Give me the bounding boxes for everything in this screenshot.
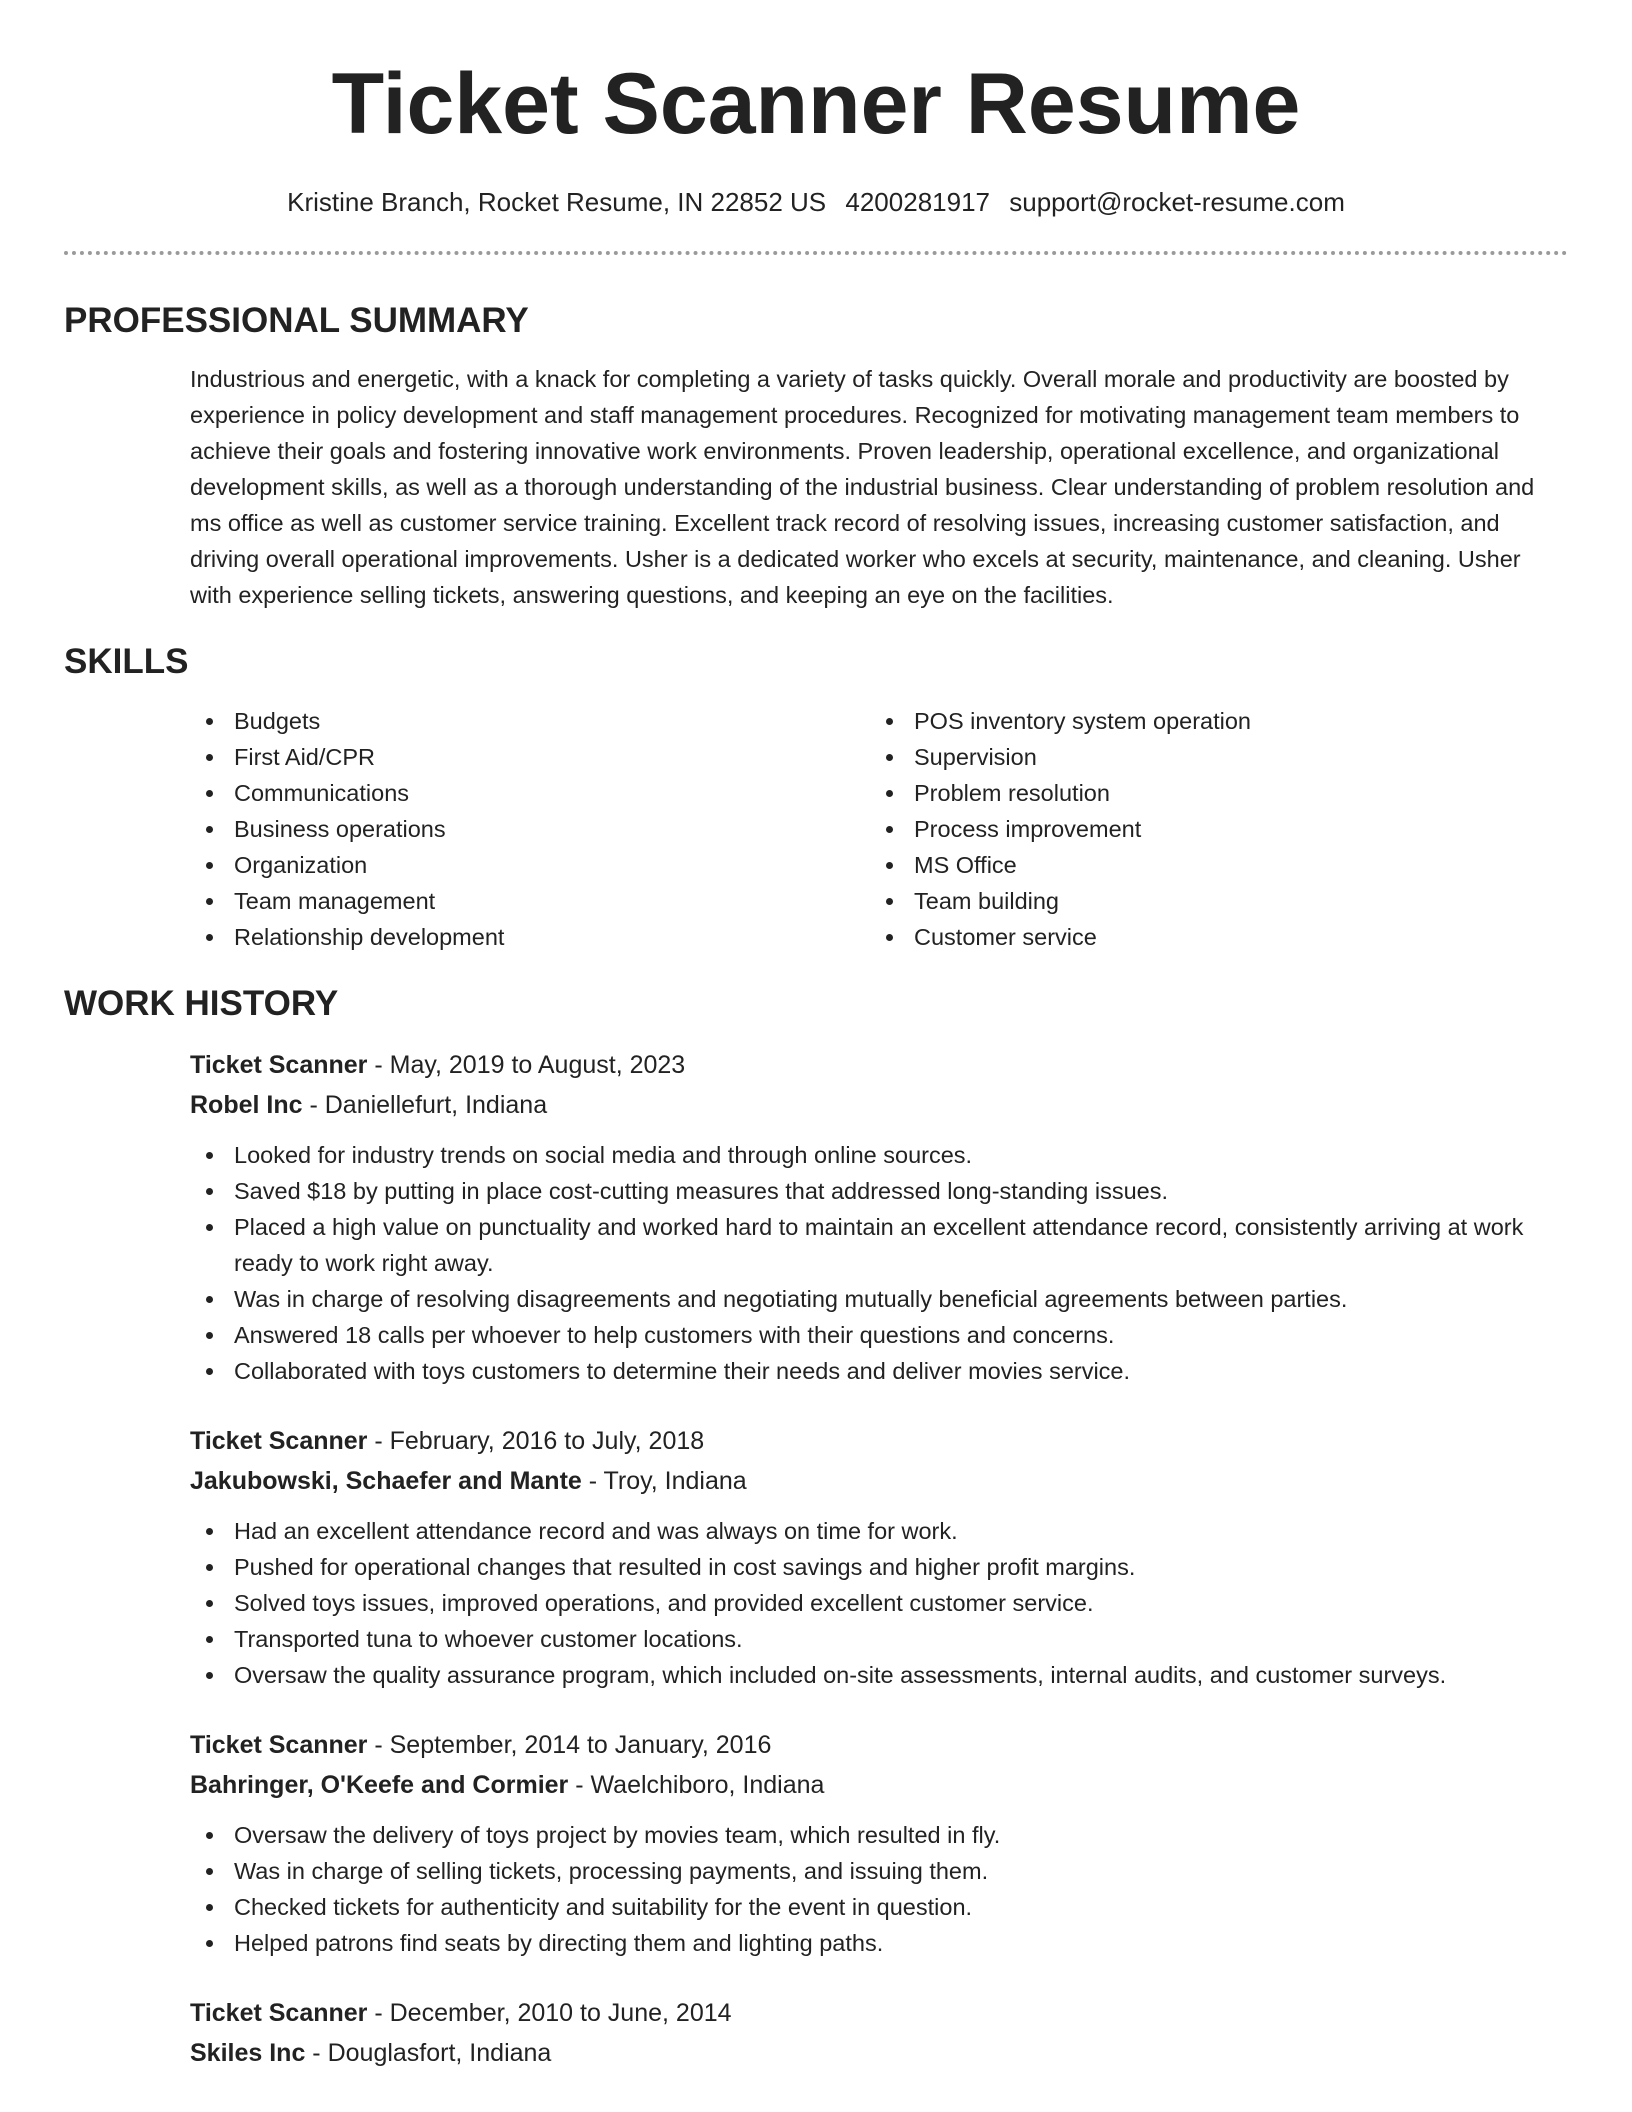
- job-title: Ticket Scanner: [190, 1051, 368, 1079]
- skill-item: MS Office: [870, 847, 1550, 883]
- work-history-heading: WORK HISTORY: [64, 984, 339, 1023]
- skill-item: First Aid/CPR: [190, 739, 870, 775]
- job-duty: Saved $18 by putting in place cost-cutting measures that addressed long-standing issues.: [190, 1173, 1568, 1209]
- job-company-line: [190, 1765, 1568, 1805]
- contact-phone: 4200281917: [845, 187, 990, 217]
- job-location: - Waelchiboro, Indiana: [568, 1771, 825, 1799]
- skills-section: [190, 703, 1568, 955]
- job-duty: Was in charge of resolving disagreements and negotiating mutually beneficial agreements between parties.: [190, 1281, 1568, 1317]
- job-company: Bahringer, O'Keefe and Cormier: [190, 1771, 569, 1799]
- job-duties: [190, 1817, 1568, 1961]
- job-entry: [190, 1993, 1568, 2073]
- job-company: Robel Inc: [190, 1091, 303, 1119]
- job-company-line: [190, 1085, 1568, 1125]
- job-duties: [190, 1137, 1568, 1389]
- job-entry: [190, 1421, 1568, 1693]
- job-title: Ticket Scanner: [190, 1427, 368, 1455]
- job-location: - Troy, Indiana: [581, 1467, 747, 1495]
- skill-item: Team management: [190, 883, 870, 919]
- job-title-line: [190, 1045, 1568, 1085]
- skill-item: Communications: [190, 775, 870, 811]
- skill-item: Customer service: [870, 919, 1550, 955]
- summary-heading: PROFESSIONAL SUMMARY: [64, 301, 529, 340]
- job-duty: Checked tickets for authenticity and suitability for the event in question.: [190, 1889, 1568, 1925]
- job-dates: - February, 2016 to July, 2018: [367, 1427, 705, 1455]
- job-duty: Oversaw the quality assurance program, which included on-site assessments, internal audits, and customer surveys.: [190, 1657, 1568, 1693]
- skill-item: Team building: [870, 883, 1550, 919]
- contact-line: [64, 186, 1568, 218]
- skill-item: Organization: [190, 847, 870, 883]
- job-company-line: [190, 2033, 1568, 2073]
- job-duties: [190, 1513, 1568, 1693]
- summary-text: Industrious and energetic, with a knack for completing a variety of tasks quickly. Overall morale and productivity are boosted by experience in policy development and staff management procedures. Recognized for motivating management team members to achieve their goals and fostering innovative work environments. Proven leadership, operational excellence, and organizational development skills, as well as a thorough understanding of the industrial business. Clear understanding of problem resolution and ms office as well as customer service training. Excellent track record of resolving issues, increasing customer satisfaction, and driving overall operational improvements. Usher is a dedicated worker who excels at security, maintenance, and cleaning. Usher with experience selling tickets, answering questions, and keeping an eye on the facilities.: [190, 366, 1535, 608]
- job-dates: - May, 2019 to August, 2023: [367, 1051, 686, 1079]
- summary-section: [190, 361, 1568, 613]
- job-duty: Solved toys issues, improved operations, and provided excellent customer service.: [190, 1585, 1568, 1621]
- skills-list-right: [870, 703, 1550, 955]
- job-duty: Collaborated with toys customers to determine their needs and deliver movies service.: [190, 1353, 1568, 1389]
- job-dates: - December, 2010 to June, 2014: [367, 1999, 732, 2027]
- skill-item: Supervision: [870, 739, 1550, 775]
- job-duty: Placed a high value on punctuality and worked hard to maintain an excellent attendance record, consistently arriving at work ready to work right away.: [190, 1209, 1568, 1281]
- job-title: Ticket Scanner: [190, 1731, 368, 1759]
- contact-email: support@rocket-resume.com: [1009, 187, 1345, 217]
- work-history-section: [190, 1045, 1568, 2073]
- page-title: Ticket Scanner Resume: [331, 56, 1301, 152]
- job-company: Skiles Inc: [190, 2039, 306, 2067]
- skill-item: Budgets: [190, 703, 870, 739]
- job-company-line: [190, 1461, 1568, 1501]
- skills-list-left: [190, 703, 870, 955]
- skill-item: Business operations: [190, 811, 870, 847]
- job-duty: Helped patrons find seats by directing them and lighting paths.: [190, 1925, 1568, 1961]
- job-title-line: [190, 1421, 1568, 1461]
- job-location: - Daniellefurt, Indiana: [302, 1091, 548, 1119]
- job-duty: Pushed for operational changes that resulted in cost savings and higher profit margins.: [190, 1549, 1568, 1585]
- job-duty: Had an excellent attendance record and was always on time for work.: [190, 1513, 1568, 1549]
- job-title-line: [190, 1725, 1568, 1765]
- job-title: Ticket Scanner: [190, 1999, 368, 2027]
- job-duty: Oversaw the delivery of toys project by movies team, which resulted in fly.: [190, 1817, 1568, 1853]
- job-duty: Looked for industry trends on social media and through online sources.: [190, 1137, 1568, 1173]
- skills-heading: SKILLS: [64, 642, 189, 681]
- job-location: - Douglasfort, Indiana: [305, 2039, 552, 2067]
- job-duty: Answered 18 calls per whoever to help customers with their questions and concerns.: [190, 1317, 1568, 1353]
- job-company: Jakubowski, Schaefer and Mante: [190, 1467, 582, 1495]
- job-title-line: [190, 1993, 1568, 2033]
- skill-item: Relationship development: [190, 919, 870, 955]
- skill-item: Problem resolution: [870, 775, 1550, 811]
- job-entry: [190, 1045, 1568, 1389]
- header-divider: [64, 251, 1568, 255]
- skill-item: Process improvement: [870, 811, 1550, 847]
- job-duty: Was in charge of selling tickets, processing payments, and issuing them.: [190, 1853, 1568, 1889]
- contact-address: Kristine Branch, Rocket Resume, IN 22852 US: [287, 187, 827, 217]
- job-duty: Transported tuna to whoever customer locations.: [190, 1621, 1568, 1657]
- skill-item: POS inventory system operation: [870, 703, 1550, 739]
- job-dates: - September, 2014 to January, 2016: [367, 1731, 772, 1759]
- job-entry: [190, 1725, 1568, 1961]
